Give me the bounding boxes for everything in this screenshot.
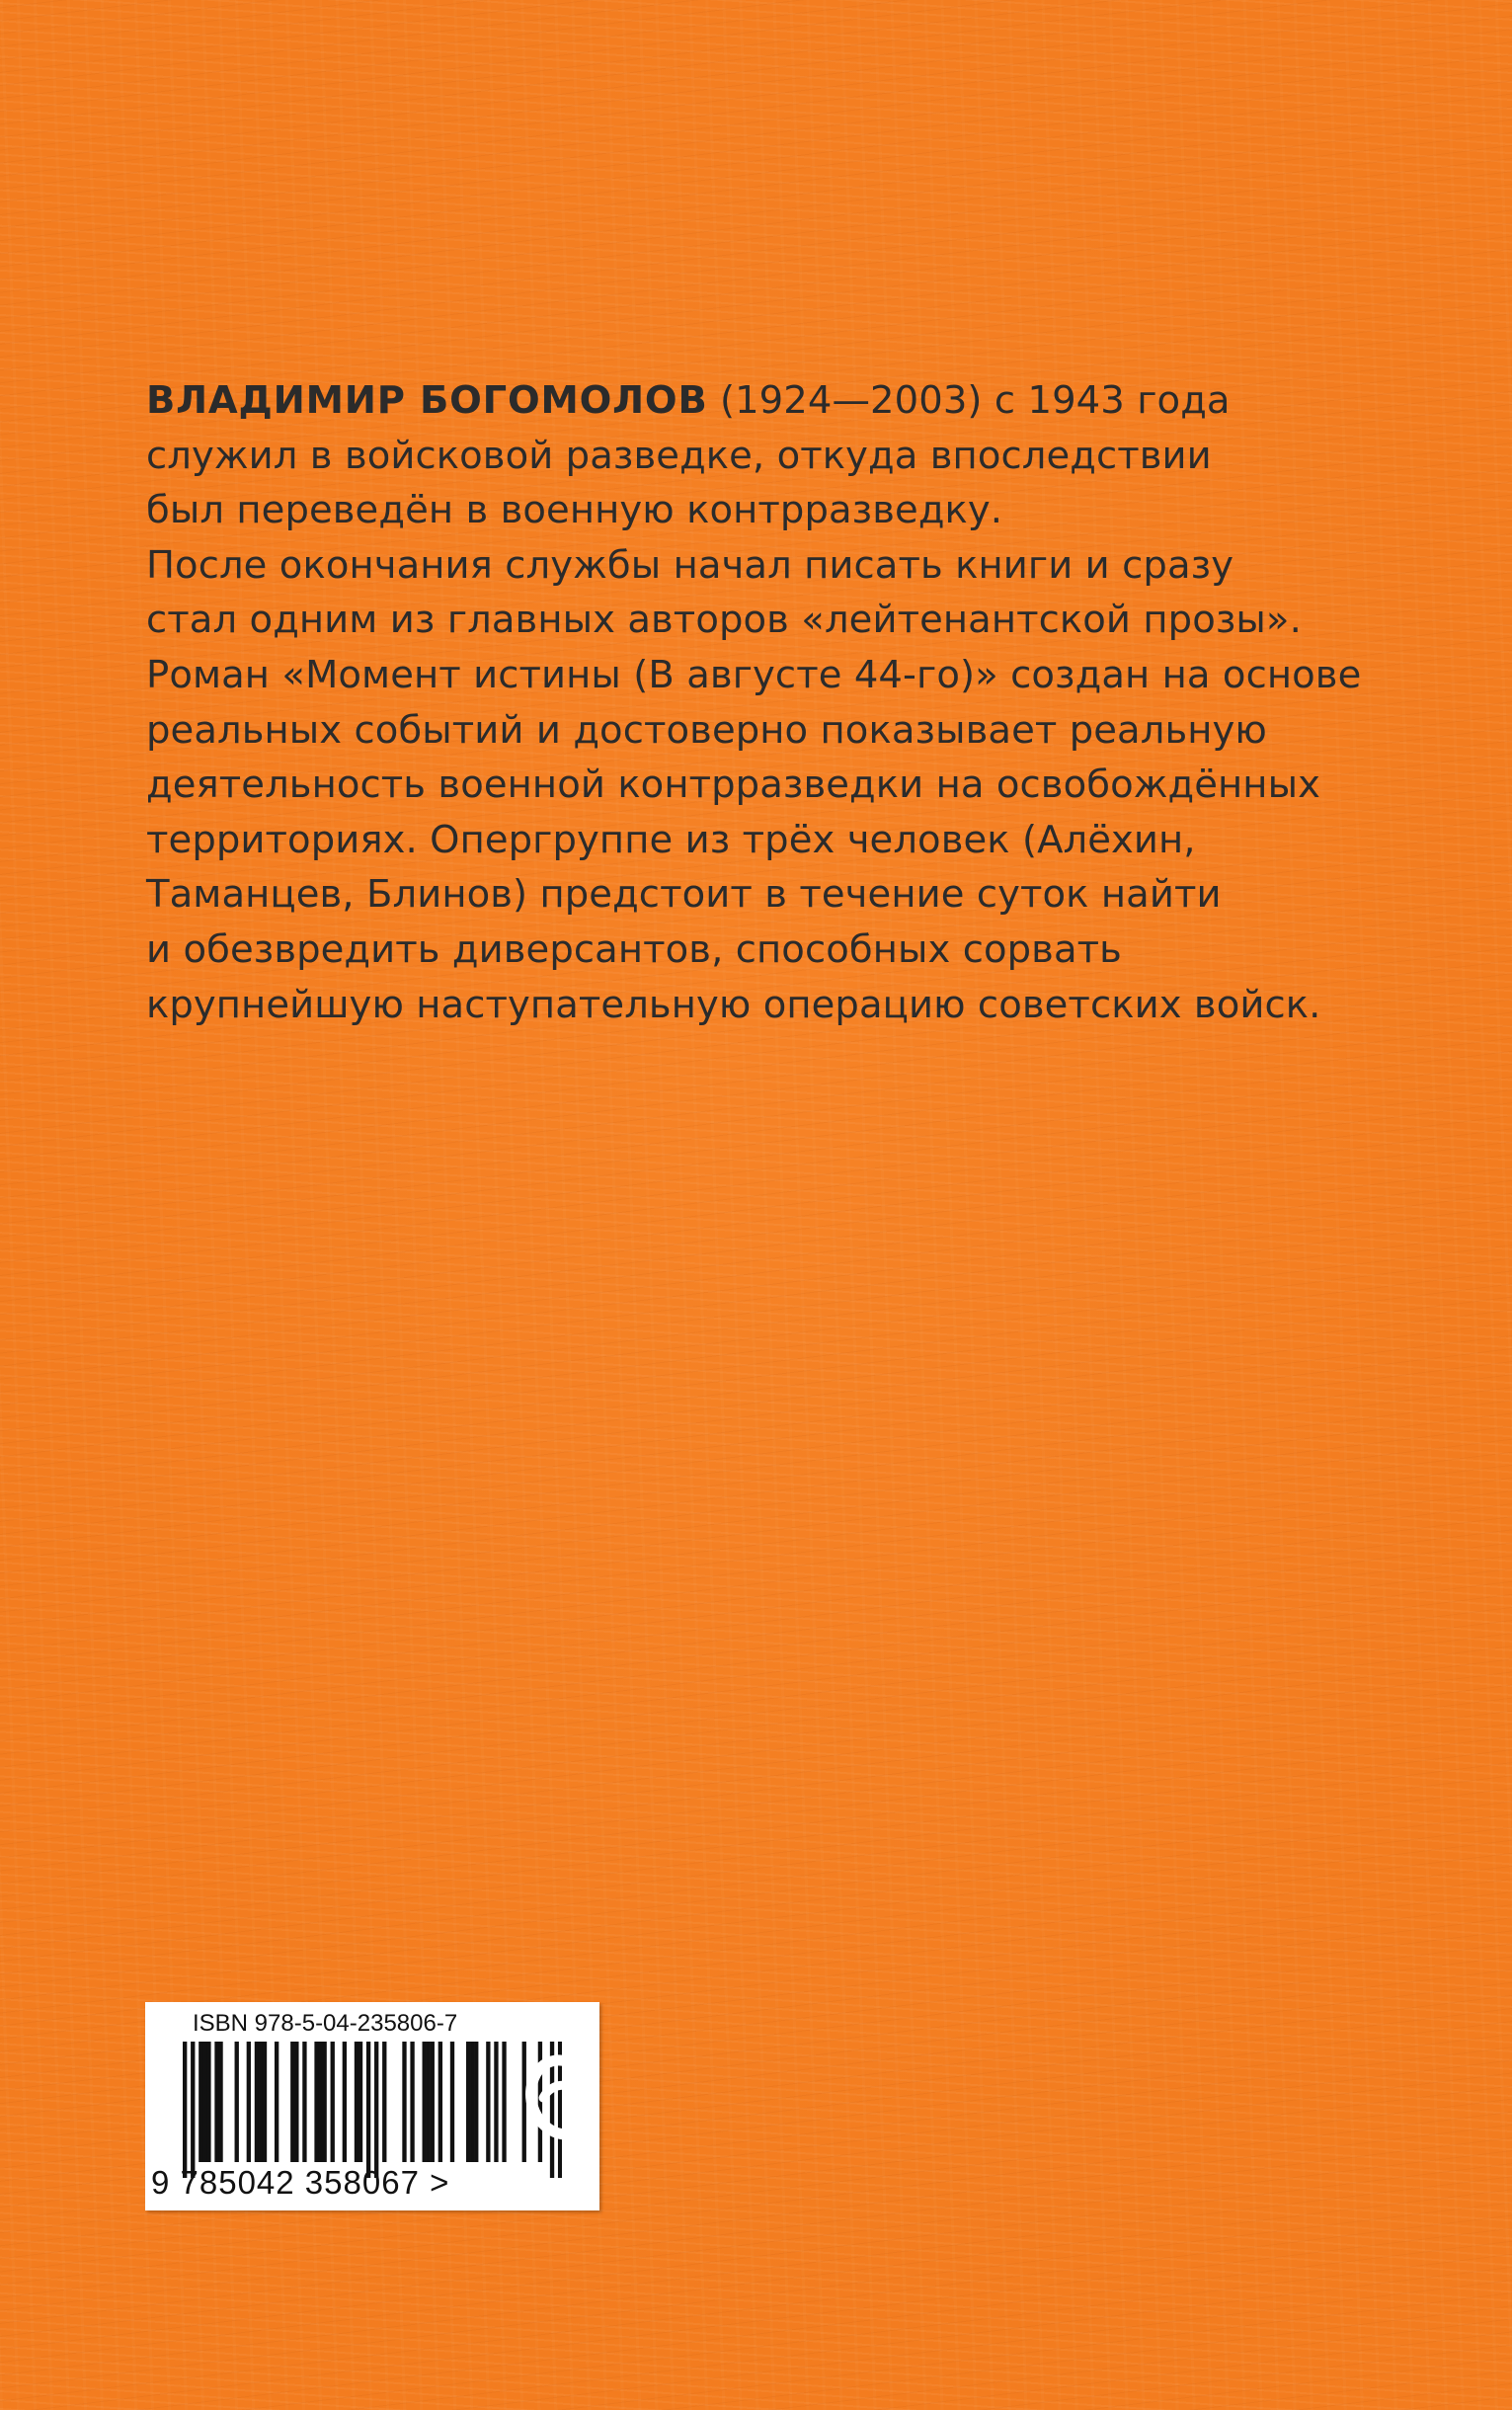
barcode-bar [259,2042,263,2162]
barcode-bar [202,2042,206,2162]
barcode-bar [302,2042,306,2162]
barcode-bar [438,2042,442,2162]
barcode-bar [343,2042,347,2162]
barcode-bar [318,2042,322,2162]
annotation-line: После окончания службы начал писать книги и сразу [146,542,1234,588]
barcode-bar [382,2042,386,2162]
barcode-bar [494,2042,498,2162]
barcode-bar [314,2042,318,2162]
barcode-bar [423,2042,427,2162]
annotation-line: территориях. Опергруппе из трёх человек (Алёхин, [146,817,1196,862]
barcode-bar [290,2042,294,2162]
barcode-bar [374,2042,378,2178]
annotation-line: Роман «Момент истины (В августе 44-го)» создан на основе [146,652,1362,697]
barcode-bar [255,2042,259,2162]
annotation-text [146,373,1381,1032]
barcode-icon [183,2042,562,2178]
barcode-bar [294,2042,298,2162]
annotation-line: реальных событий и достоверно показывает реальную [146,707,1267,753]
eksmo-logo-icon [521,2045,597,2153]
barcode-bar [450,2042,454,2162]
barcode-bar [331,2042,335,2162]
barcode-bar [263,2042,267,2162]
barcode-bar [486,2042,490,2162]
barcode-bar [410,2042,414,2162]
barcode-bar [427,2042,431,2162]
barcode-bar [366,2042,370,2178]
barcode-bar [470,2042,474,2162]
annotation-line: был переведён в военную контрразведку. [146,488,1003,533]
barcode-bar [474,2042,478,2162]
author-years: (1924—2003) с 1943 года [707,378,1231,423]
annotation-line: служил в войсковой разведке, откуда впоследствии [146,433,1212,478]
barcode-bar [358,2042,362,2162]
author-name: ВЛАДИМИР БОГОМОЛОВ [146,378,708,423]
annotation-line: крупнейшую наступательную операцию советских войск. [146,982,1321,1027]
barcode-bar [183,2042,187,2178]
barcode-bar [247,2042,251,2162]
annotation-line: и обезвредить диверсантов, способных сорвать [146,926,1122,972]
annotation-line: Таманцев, Блинов) предстоит в течение суток найти [146,872,1222,918]
barcode-bar [191,2042,195,2178]
isbn-text: ISBN 978-5-04-235806-7 [193,2010,458,2037]
barcode-bar [218,2042,222,2162]
barcode-bar [235,2042,239,2162]
barcode-bar [402,2042,406,2162]
annotation-line: стал одним из главных авторов «лейтенантской прозы». [146,598,1302,643]
barcode-bar [431,2042,435,2162]
barcode-bar [214,2042,218,2162]
barcode-bar [502,2042,506,2162]
barcode-bar [466,2042,470,2162]
barcode-digits: 9 785042 358067 > [151,2164,450,2201]
barcode-bar [275,2042,279,2162]
barcode-bar [322,2042,326,2162]
annotation-line: деятельность военной контрразведки на освобождённых [146,763,1320,808]
barcode-bar [206,2042,210,2162]
barcode-bar [355,2042,358,2162]
barcode-bar [199,2042,202,2162]
annotation-line-1 [146,373,1381,429]
